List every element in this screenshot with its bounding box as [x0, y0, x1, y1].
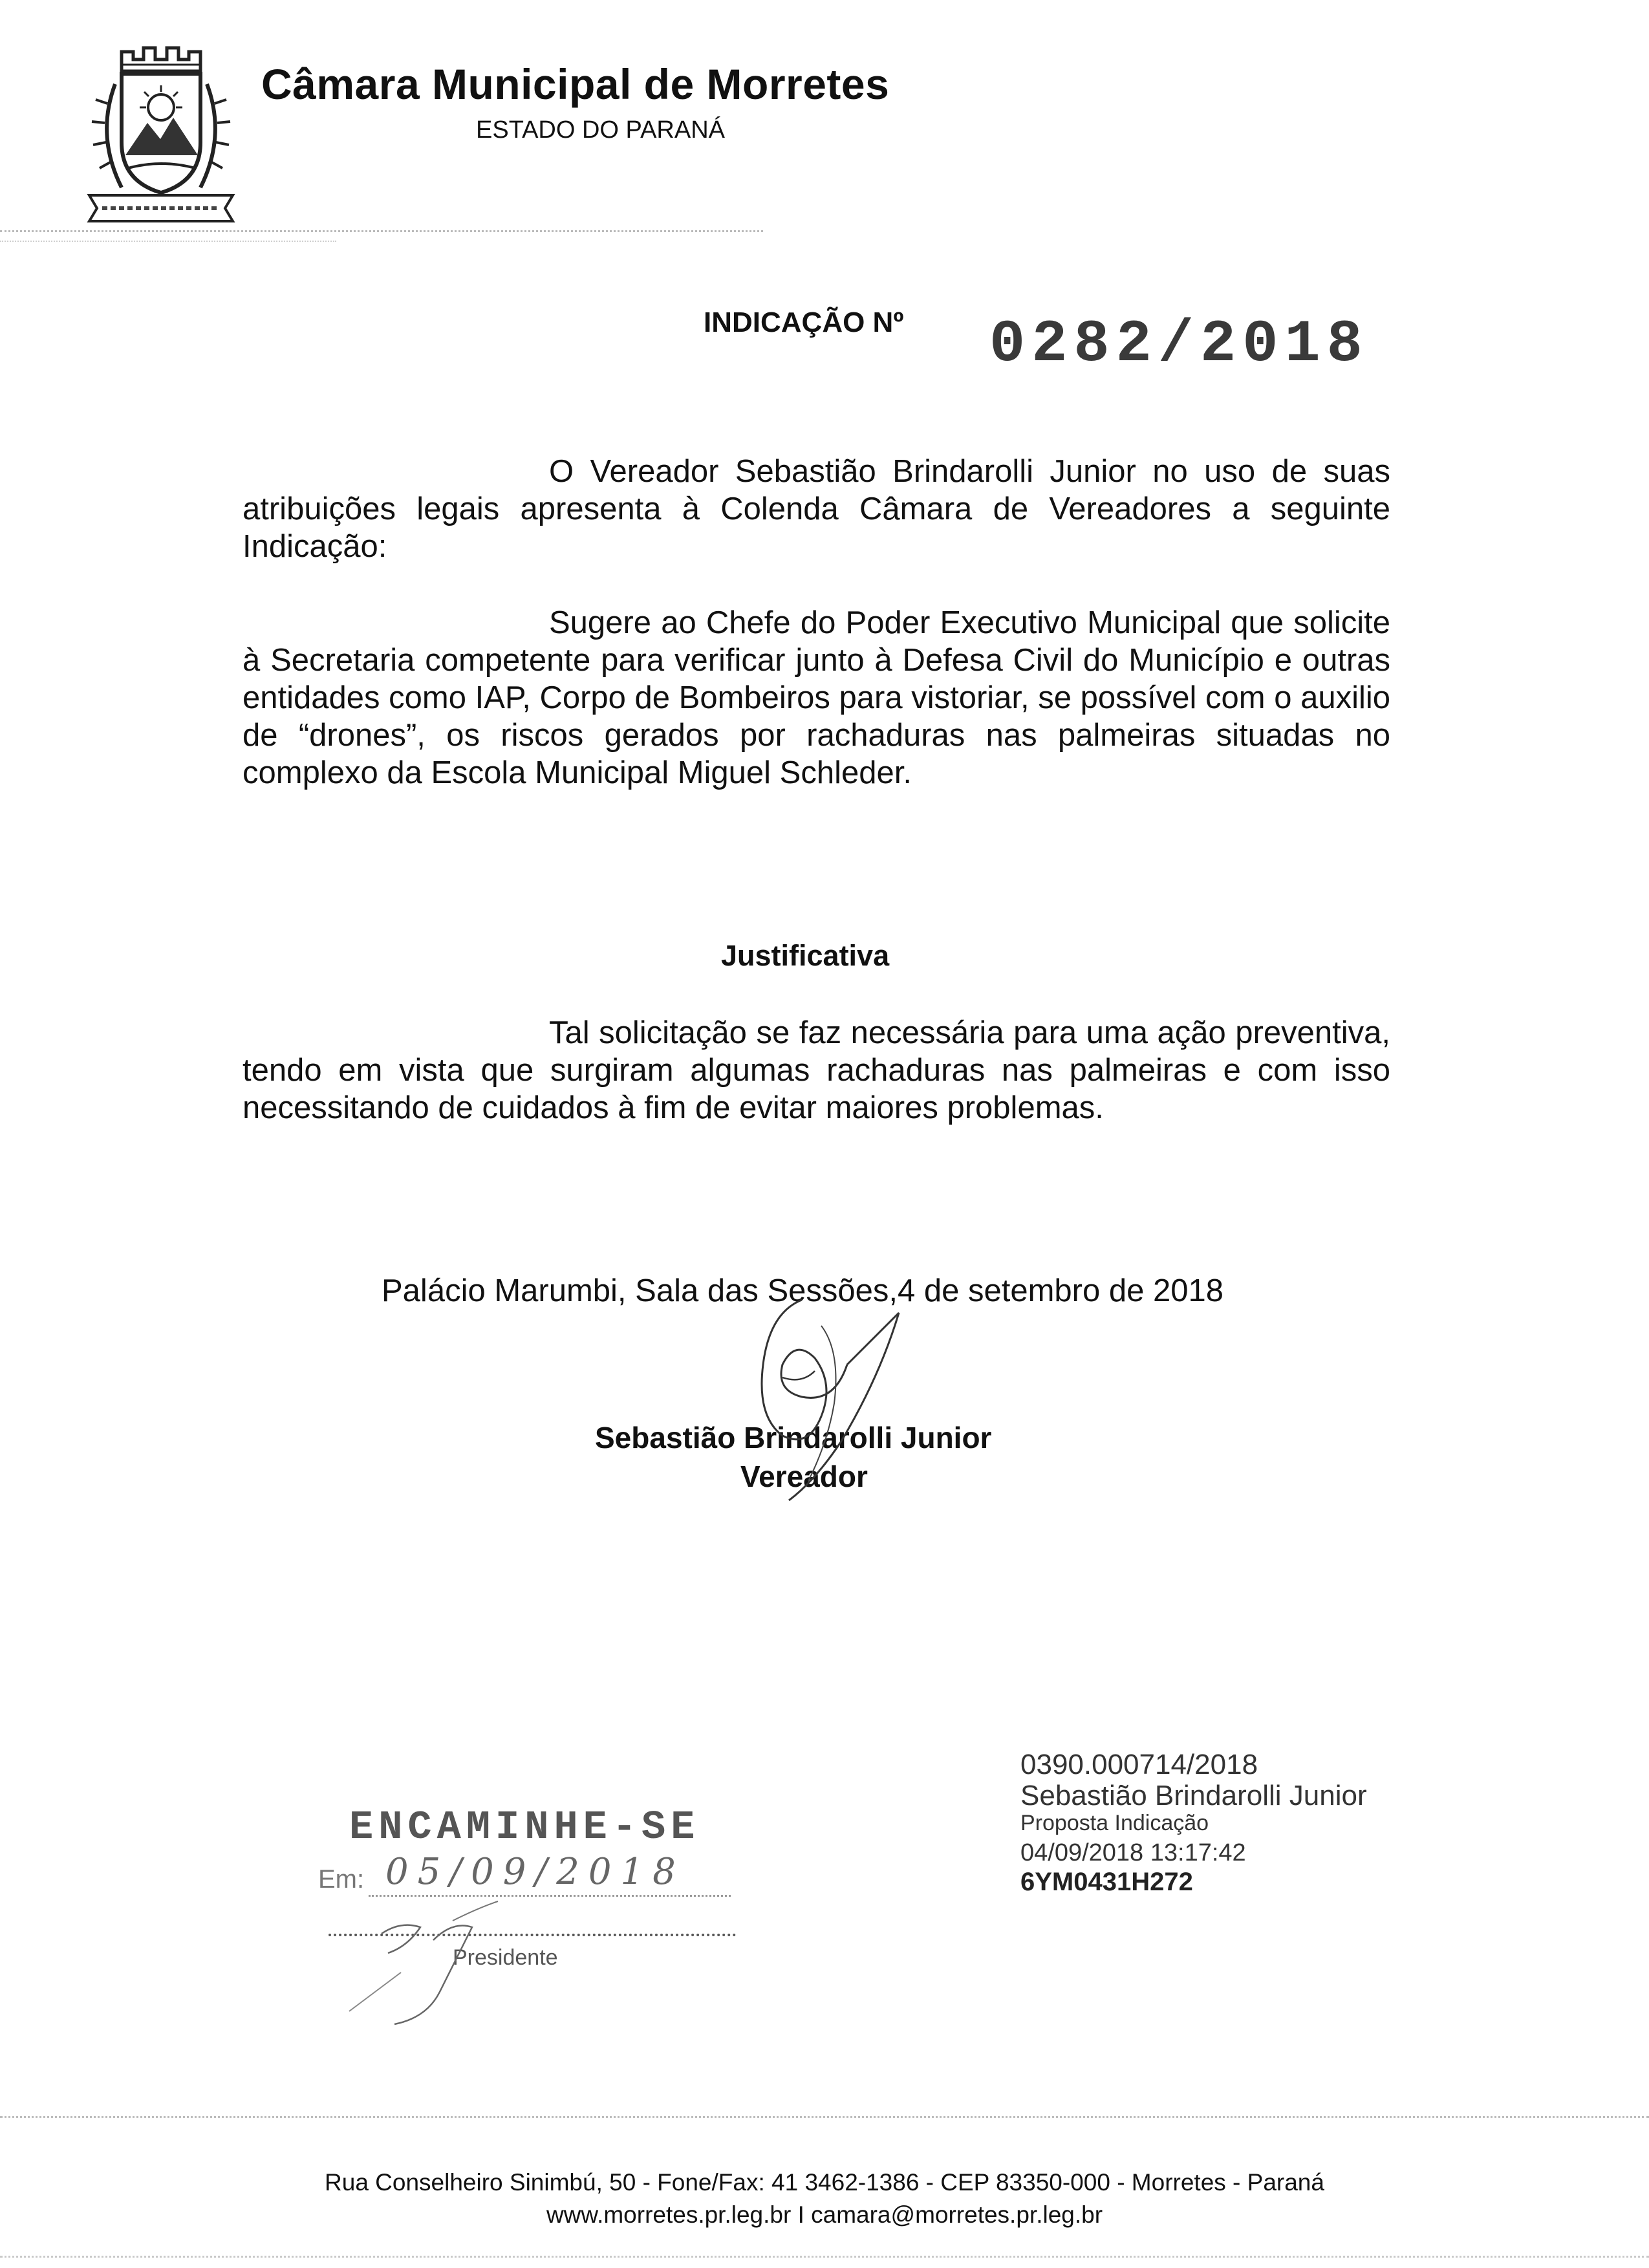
protocol-number: 0390.000714/2018 [1020, 1749, 1258, 1780]
forward-stamp-em-label: Em: [318, 1865, 365, 1894]
protocol-datetime: 04/09/2018 13:17:42 [1020, 1839, 1246, 1866]
forward-stamp-date: 05/09/2018 [385, 1851, 685, 1893]
forward-stamp-title: ENCAMINHE-SE [349, 1804, 700, 1850]
footer-bottom-border [0, 2256, 1649, 2258]
footer-divider [0, 2116, 1649, 2118]
intro-paragraph: O Vereador Sebastião Brindarolli Junior no uso de suas atribuições legais apresenta à Colenda Câmara de Vereadores a seguinte Indicação: [242, 454, 1390, 564]
signer-role: Vereador [740, 1460, 868, 1493]
president-signature [323, 1882, 569, 2031]
protocol-code: 6YM0431H272 [1020, 1868, 1193, 1896]
place-date: Palácio Marumbi, Sala das Sessões,4 de setembro de 2018 [382, 1273, 1223, 1308]
footer-address: Rua Conselheiro Sinimbú, 50 - Fone/Fax: 41 3462-1386 - CEP 83350-000 - Morretes - Paraná [325, 2169, 1324, 2196]
request-paragraph: Sugere ao Chefe do Poder Executivo Municipal que solicite à Secretaria competente para verificar junto à Defesa Civil do Município e outras entidades como IAP, Corpo de Bombeiros para vistoriar, se possível com o auxilio de “drones”, os riscos gerados por rachaduras nas palmeiras situadas no complexo da Escola Municipal Miguel Schleder. [242, 605, 1390, 790]
protocol-author: Sebastião Brindarolli Junior [1020, 1780, 1367, 1811]
organization-name: Câmara Municipal de Morretes [261, 60, 890, 108]
header-divider-secondary [0, 241, 336, 242]
signer-name: Sebastião Brindarolli Junior [595, 1421, 992, 1454]
handwritten-signature [744, 1287, 931, 1513]
forward-stamp-presidente-label: Presidente [453, 1945, 558, 1970]
indication-label: INDICAÇÃO Nº [704, 307, 904, 338]
justification-heading: Justificativa [721, 939, 890, 972]
header-divider [0, 230, 763, 232]
organization-state: ESTADO DO PARANÁ [476, 116, 725, 144]
footer-web-contact: www.morretes.pr.leg.br I camara@morretes.pr.leg.br [546, 2201, 1103, 2228]
coat-of-arms-icon [76, 45, 246, 226]
justification-paragraph: Tal solicitação se faz necessária para uma ação preventiva, tendo em vista que surgiram algumas rachaduras nas palmeiras e com isso necessitando de cuidados à fim de evitar maiores problemas. [242, 1015, 1390, 1125]
protocol-type: Proposta Indicação [1020, 1811, 1209, 1835]
indication-number: 0282/2018 [989, 310, 1369, 378]
